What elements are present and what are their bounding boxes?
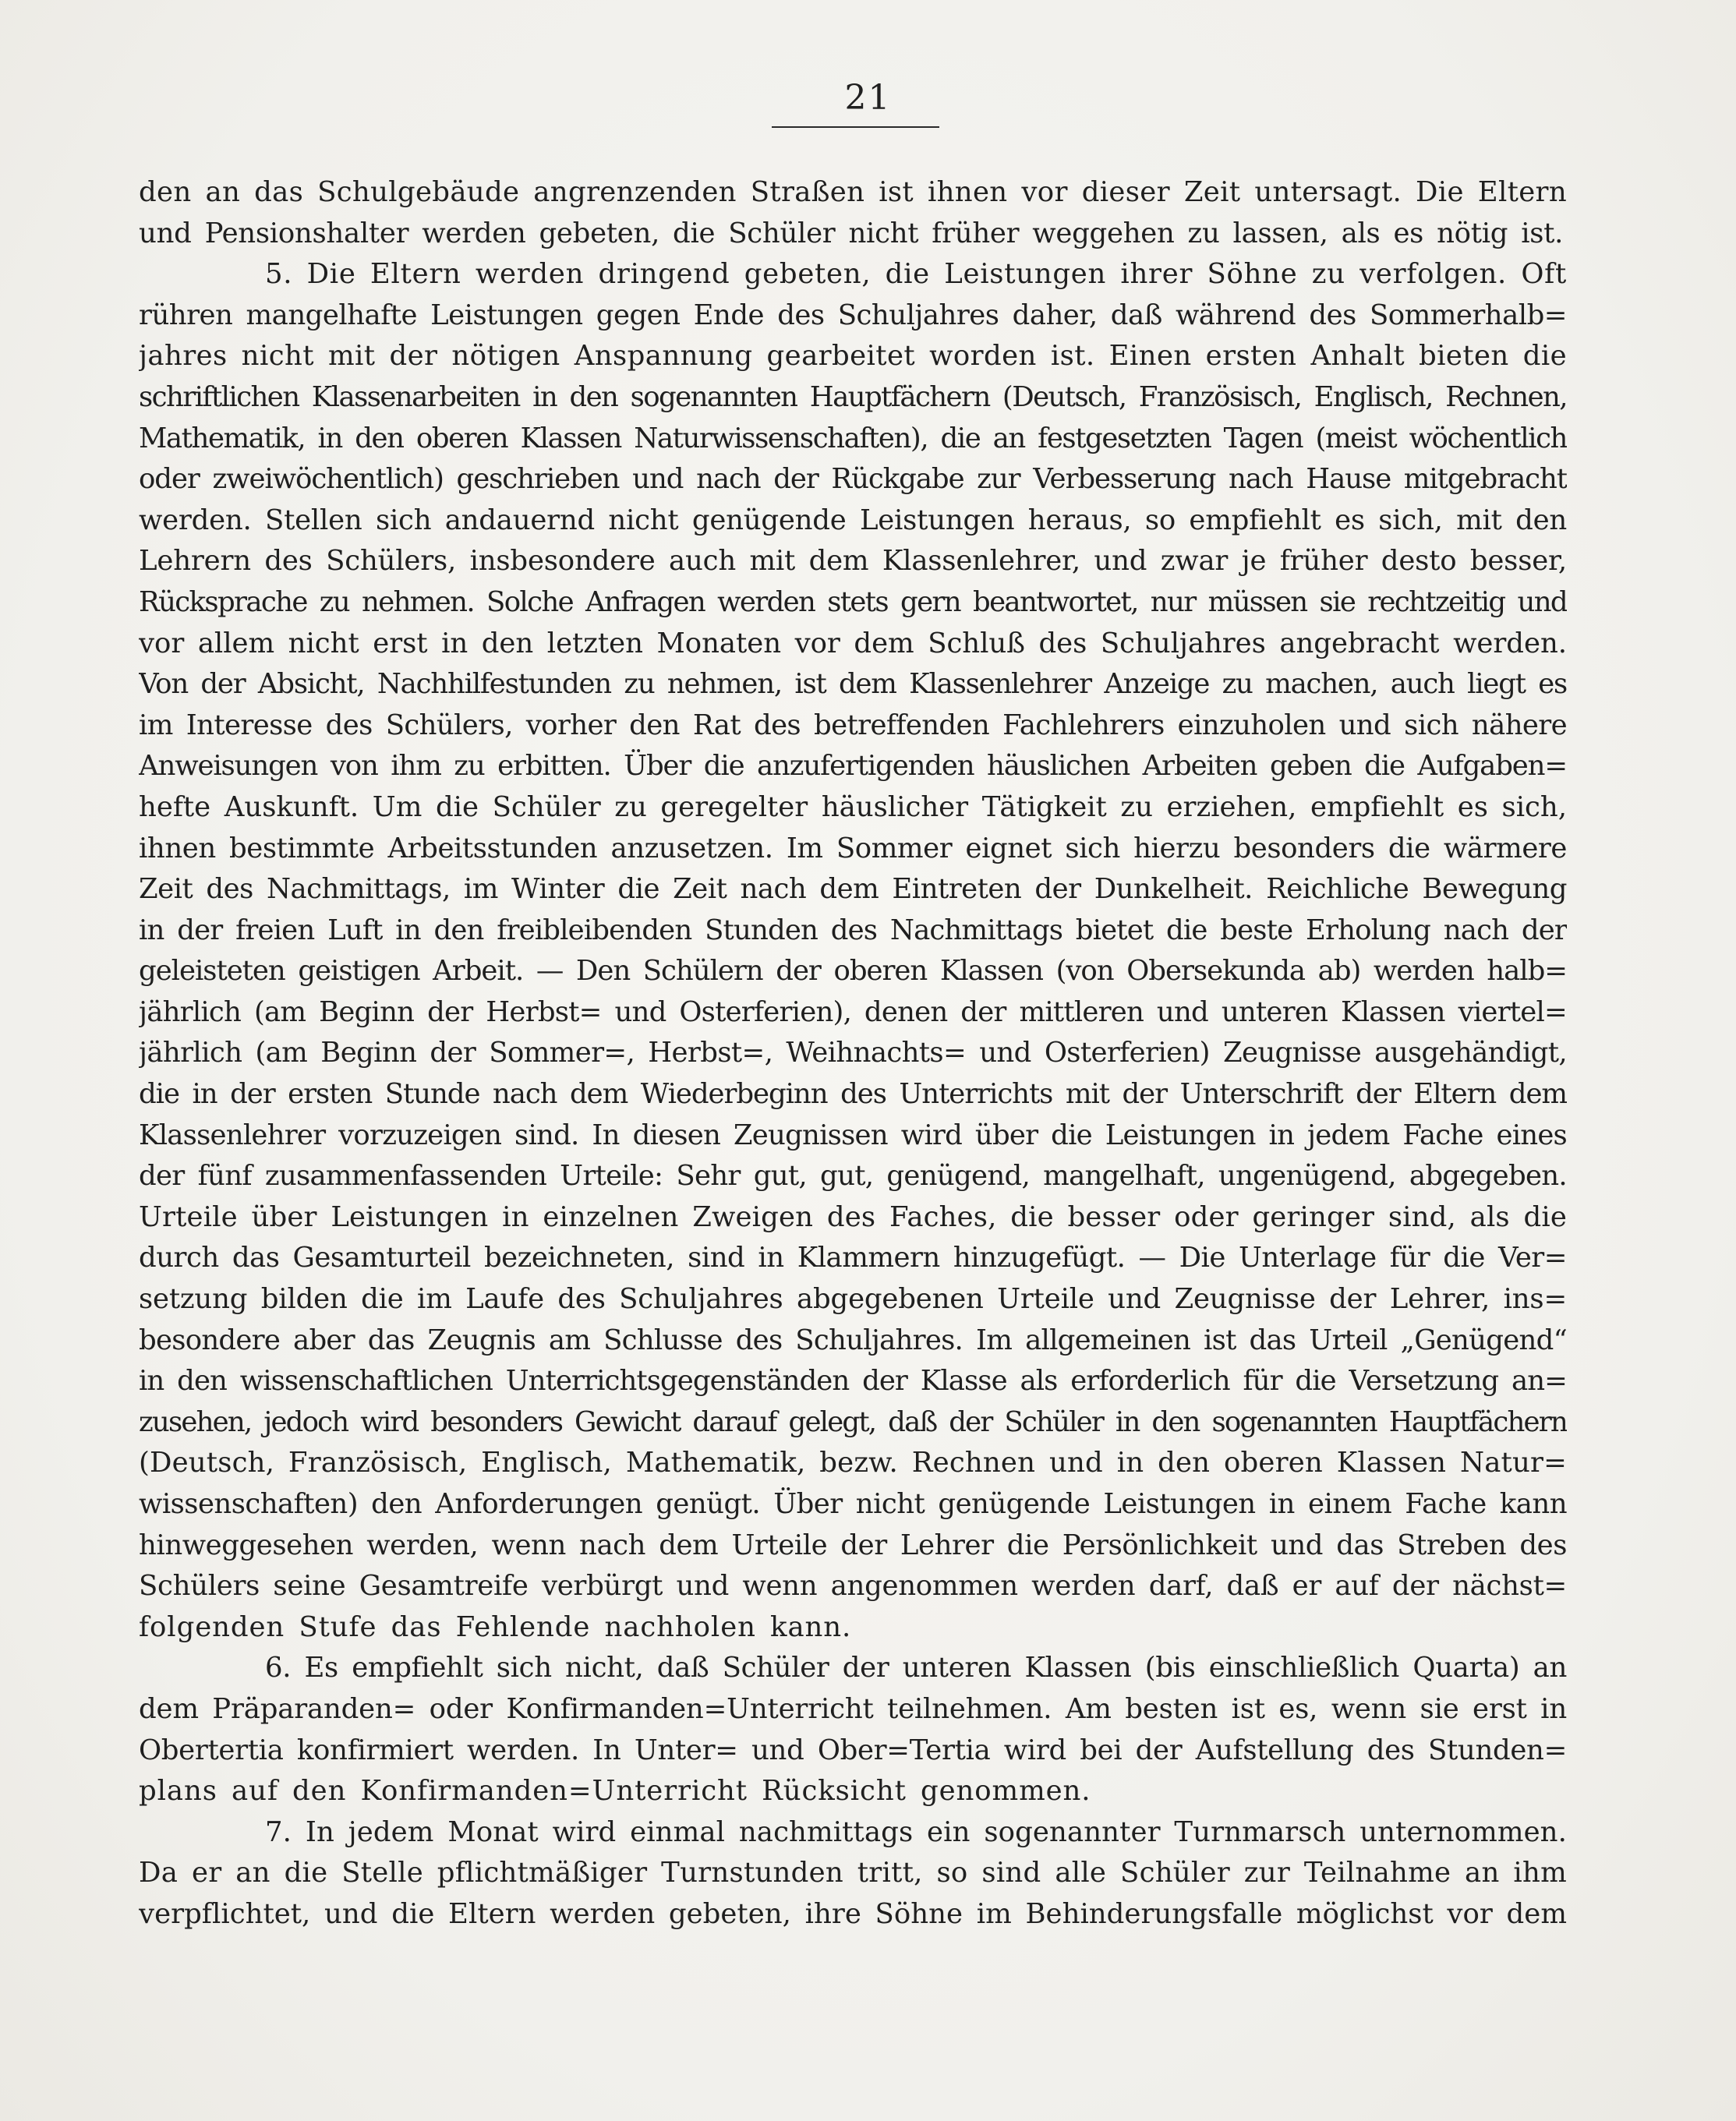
body-text xyxy=(139,172,1567,1935)
paragraph-5 xyxy=(139,254,1567,1648)
text-line: Urteile über Leistungen in einzelnen Zweigen des Faches, die besser oder geringer sind, als die xyxy=(139,1200,1567,1233)
text-line: den an das Schulgebäude angrenzenden Straßen ist ihnen vor dieser Zeit untersagt. Die Eltern xyxy=(139,176,1567,208)
text-line: im Interesse des Schülers, vorher den Rat des betreffenden Fachlehrers einzuholen und sich nähere xyxy=(139,709,1567,741)
text-line: jahres nicht mit der nötigen Anspannung gearbeitet worden ist. Einen ersten Anhalt bieten die xyxy=(139,340,1567,373)
text-line: in der freien Luft in den freibleibenden Stunden des Nachmittags bietet die beste Erholung nach der xyxy=(139,914,1567,946)
text-line: Klassenlehrer vorzuzeigen sind. In diesen Zeugnissen wird über die Leistungen in jedem Fache eines xyxy=(139,1119,1567,1151)
text-line: Lehrern des Schülers, insbesondere auch mit dem Klassenlehrer, und zwar je früher desto besser, xyxy=(139,545,1567,578)
text-line: wissenschaften) den Anforderungen genügt. Über nicht genügende Leistungen in einem Fache kann xyxy=(139,1488,1567,1520)
text-line: die in der ersten Stunde nach dem Wiederbeginn des Unterrichts mit der Unterschrift der Eltern dem xyxy=(139,1078,1567,1111)
header-rule xyxy=(772,126,939,128)
text-line: setzung bilden die im Laufe des Schuljahres abgegebenen Urteile und Zeugnisse der Lehrer, ins= xyxy=(139,1283,1567,1316)
text-line: oder zweiwöchentlich) geschrieben und nach der Rückgabe zur Verbesserung nach Hause mitgebracht xyxy=(139,463,1567,496)
text-line: hefte Auskunft. Um die Schüler zu geregelter häuslicher Tätigkeit zu erziehen, empfiehlt es sich, xyxy=(139,790,1567,823)
text-line: Anweisungen von ihm zu erbitten. Über die anzufertigenden häuslichen Arbeiten geben die Aufgaben= xyxy=(139,750,1567,783)
text-line: hinweggesehen werden, wenn nach dem Urteile der Lehrer die Persönlichkeit und das Streben des xyxy=(139,1529,1567,1561)
paragraph-intro xyxy=(139,172,1567,254)
paragraph-7 xyxy=(139,1812,1567,1935)
text-line: Schülers seine Gesamtreife verbürgt und wenn angenommen werden darf, daß er auf der nächst= xyxy=(139,1570,1567,1603)
text-line: verpflichtet, und die Eltern werden gebeten, ihre Söhne im Behinderungsfalle möglichst vor dem xyxy=(139,1897,1567,1930)
text-line: (Deutsch, Französisch, Englisch, Mathematik, bezw. Rechnen und in den oberen Klassen Natur= xyxy=(139,1447,1567,1479)
text-line: schriftlichen Klassenarbeiten in den sogenannten Hauptfächern (Deutsch, Französisch, Englisch, Rechnen, xyxy=(139,380,1567,413)
text-line: 6. Es empfiehlt sich nicht, daß Schüler der unteren Klassen (bis einschließlich Quarta) an xyxy=(265,1652,1567,1684)
text-line: Rücksprache zu nehmen. Solche Anfragen werden stets gern beantwortet, nur müssen sie rechtzeitig und xyxy=(139,585,1567,618)
text-line: rühren mangelhafte Leistungen gegen Ende des Schuljahres daher, daß während des Sommerhalb= xyxy=(139,299,1567,331)
text-line: vor allem nicht erst in den letzten Monaten vor dem Schluß des Schuljahres angebracht werden. xyxy=(139,627,1567,659)
text-line: werden. Stellen sich andauernd nicht genügende Leistungen heraus, so empfiehlt es sich, mit den xyxy=(139,504,1567,536)
text-line: und Pensionshalter werden gebeten, die Schüler nicht früher weggehen zu lassen, als es nötig ist. xyxy=(139,217,1564,249)
text-line: besondere aber das Zeugnis am Schlusse des Schuljahres. Im allgemeinen ist das Urteil „Genügend“ xyxy=(139,1324,1567,1356)
text-line: zusehen, jedoch wird besonders Gewicht darauf gelegt, daß der Schüler in den sogenannten Hauptfächern xyxy=(139,1405,1567,1438)
text-line: jährlich (am Beginn der Herbst= und Osterferien), denen der mittleren und unteren Klassen viertel= xyxy=(139,995,1567,1028)
text-line: Von der Absicht, Nachhilfestunden zu nehmen, ist dem Klassenlehrer Anzeige zu machen, auch liegt es xyxy=(139,668,1567,701)
text-line: Mathematik, in den oberen Klassen Naturwissenschaften), die an festgesetzten Tagen (meist wöchentlich xyxy=(139,422,1567,454)
text-line: Zeit des Nachmittags, im Winter die Zeit nach dem Eintreten der Dunkelheit. Reichliche Bewegung xyxy=(139,873,1567,906)
text-line: durch das Gesamturteil bezeichneten, sind in Klammern hinzugefügt. — Die Unterlage für die Ver= xyxy=(139,1242,1567,1274)
text-line: plans auf den Konfirmanden=Unterricht Rücksicht genommen. xyxy=(139,1775,1091,1808)
text-line: der fünf zusammenfassenden Urteile: Sehr gut, gut, genügend, mangelhaft, ungenügend, abgegeben. xyxy=(139,1160,1567,1193)
text-line: jährlich (am Beginn der Sommer=, Herbst=, Weihnachts= und Osterferien) Zeugnisse ausgehändigt, xyxy=(139,1037,1567,1069)
paragraph-6 xyxy=(139,1648,1567,1812)
text-line: in den wissenschaftlichen Unterrichtsgegenständen der Klasse als erforderlich für die Versetzung an= xyxy=(139,1365,1567,1398)
text-line: folgenden Stufe das Fehlende nachholen kann. xyxy=(139,1610,852,1643)
text-line: geleisteten geistigen Arbeit. — Den Schülern der oberen Klassen (von Obersekunda ab) werden halb= xyxy=(139,955,1567,988)
text-line: dem Präparanden= oder Konfirmanden=Unterricht teilnehmen. Am besten ist es, wenn sie erst in xyxy=(139,1692,1567,1725)
text-line: 5. Die Eltern werden dringend gebeten, die Leistungen ihrer Söhne zu verfolgen. Oft xyxy=(265,258,1567,291)
text-line: 7. In jedem Monat wird einmal nachmittags ein sogenannter Turnmarsch unternommen. xyxy=(265,1815,1567,1848)
text-line: Obertertia konfirmiert werden. In Unter= und Ober=Tertia wird bei der Aufstellung des Stunden= xyxy=(139,1734,1567,1766)
page-number: 21 xyxy=(844,78,892,118)
text-line: Da er an die Stelle pflichtmäßiger Turnstunden tritt, so sind alle Schüler zur Teilnahme an ihm xyxy=(139,1857,1567,1889)
text-line: ihnen bestimmte Arbeitsstunden anzusetzen. Im Sommer eignet sich hierzu besonders die wärmere xyxy=(139,832,1567,864)
